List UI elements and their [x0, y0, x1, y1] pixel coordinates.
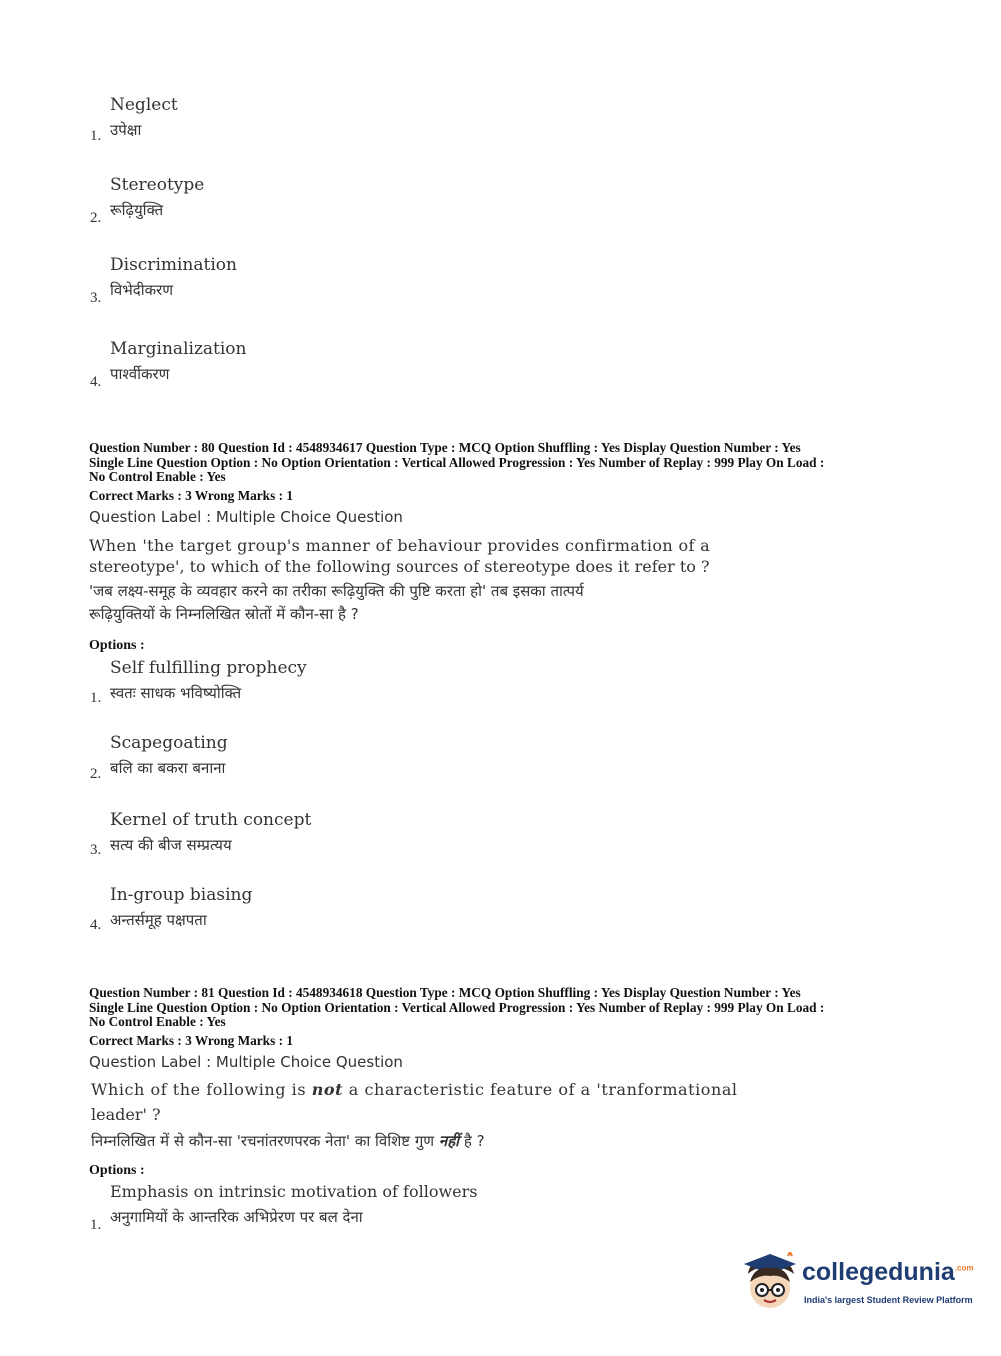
q80-question-text-en-2: stereotype', to which of the following sources of stereotype does it refer to ?	[89, 557, 710, 576]
q81-options-title: Options :	[89, 1163, 145, 1178]
q80-options-title: Options :	[89, 638, 145, 653]
option-text-en: Self fulfilling prophecy	[110, 658, 307, 678]
option-number: 2.	[90, 210, 102, 226]
option-number: 1.	[90, 690, 102, 706]
option-text-hi: पार्श्वीकरण	[110, 365, 170, 383]
q81-question-text-hi-1	[91, 1131, 485, 1151]
q81-meta	[89, 986, 824, 1030]
option-text-en: Marginalization	[110, 339, 247, 359]
option-text-hi: सत्य की बीज सम्प्रत्यय	[110, 836, 232, 854]
logo-tagline: India's largest Student Review Platform	[804, 1295, 973, 1305]
emphasis-not: not	[311, 1080, 344, 1099]
option-number: 2.	[90, 766, 102, 782]
option-text-en: Kernel of truth concept	[110, 810, 312, 830]
option-number: 3.	[90, 290, 102, 306]
emphasis-nahin: नहीं	[438, 1132, 460, 1150]
q80-question-label: Question Label : Multiple Choice Question	[89, 508, 403, 526]
meta-line: Single Line Question Option : No Option Orientation : Vertical Allowed Progression : Yes Number of Replay : 999 Play On Load :	[89, 999, 825, 1015]
option-text-hi: उपेक्षा	[110, 121, 142, 139]
logo-wordmark	[802, 1258, 973, 1287]
option-text-en: Emphasis on intrinsic motivation of followers	[110, 1182, 478, 1201]
logo-suffix: .com	[954, 1263, 974, 1273]
q80-question-text-hi-2: रूढ़ियुक्तियों के निम्नलिखित स्रोतों में कौन-सा है ?	[89, 605, 359, 623]
meta-line: Single Line Question Option : No Option Orientation : Vertical Allowed Progression : Yes Number of Replay : 999 Play On Load :	[89, 454, 825, 470]
option-number: 3.	[90, 842, 102, 858]
meta-line: No Control Enable : Yes	[89, 1014, 226, 1029]
option-text-en: Scapegoating	[110, 733, 228, 753]
q80-question-text-en-1: When 'the target group's manner of behaviour provides confirmation of a	[89, 536, 711, 555]
q81-marks: Correct Marks : 3 Wrong Marks : 1	[89, 1033, 293, 1048]
option-text-hi: बलि का बकरा बनाना	[110, 759, 226, 777]
meta-line: Question Number : 80 Question Id : 4548934617 Question Type : MCQ Option Shuffling : Yes Display Question Number : Yes	[89, 440, 801, 455]
q81-question-text-en-1	[91, 1080, 738, 1099]
q80-question-text-hi-1: 'जब लक्ष्य-समूह के व्यवहार करने का तरीका रूढ़ियुक्ति की पुष्टि करता हो' तब इसका तात्पर्य	[89, 582, 584, 600]
option-number: 4.	[90, 917, 102, 933]
text-segment: निम्नलिखित में से कौन-सा 'रचनांतरणपरक नेता' का विशिष्ट गुण	[91, 1132, 439, 1150]
meta-line: Question Number : 81 Question Id : 4548934618 Question Type : MCQ Option Shuffling : Yes Display Question Number : Yes	[89, 985, 801, 1000]
text-segment: a characteristic feature of a 'tranformational	[343, 1080, 738, 1099]
option-number: 4.	[90, 374, 102, 390]
mascot-icon	[740, 1252, 802, 1314]
meta-line: No Control Enable : Yes	[89, 469, 226, 484]
text-segment: Which of the following is	[91, 1080, 312, 1099]
option-text-hi: रूढ़ियुक्ति	[110, 201, 164, 219]
option-text-en: Neglect	[110, 95, 178, 115]
option-text-en: In-group biasing	[110, 885, 253, 905]
q80-meta	[89, 441, 824, 485]
option-text-hi: अनुगामियों के आन्तरिक अभिप्रेरण पर बल देना	[110, 1208, 363, 1226]
collegedunia-logo	[740, 1250, 974, 1320]
option-text-en: Stereotype	[110, 175, 205, 195]
logo-name: collegedunia	[802, 1258, 955, 1286]
option-number: 1.	[90, 1217, 102, 1233]
q80-marks: Correct Marks : 3 Wrong Marks : 1	[89, 488, 293, 503]
option-number: 1.	[90, 128, 102, 144]
option-text-en: Discrimination	[110, 255, 237, 275]
option-text-hi: स्वतः साधक भविष्योक्ति	[110, 684, 242, 702]
q81-question-text-en-2: leader' ?	[91, 1105, 161, 1124]
option-text-hi: विभेदीकरण	[110, 281, 174, 299]
text-segment: है ?	[459, 1132, 485, 1150]
option-text-hi: अन्तर्समूह पक्षपता	[110, 911, 207, 929]
q81-question-label: Question Label : Multiple Choice Question	[89, 1053, 403, 1071]
